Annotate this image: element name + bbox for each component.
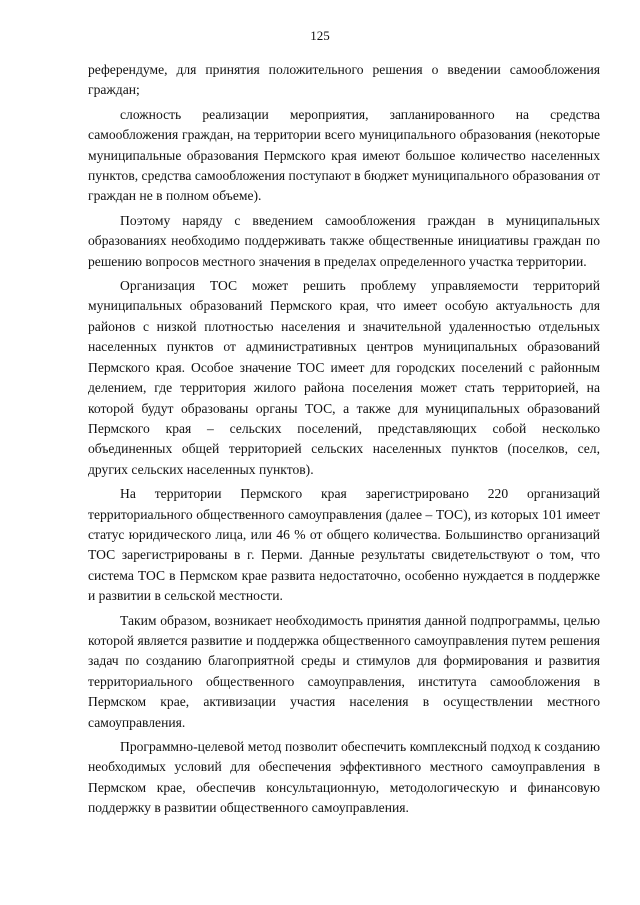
paragraph-tos-statistics: На территории Пермского края зарегистрировано 220 организаций территориального общественного самоуправления (далее – ТОС), из которых 101 имеет статус юридического лица, или 46 % от общего количества. Большинство организаций ТОС зарегистрированы в г. Перми. Данные результаты свидетельствуют о том, что система ТОС в Пермском крае развита недостаточно, особенно нуждается в поддержке и развитии в сельской местности. (88, 486, 600, 604)
page-number: 125 (310, 28, 330, 43)
paragraph-initiatives: Поэтому наряду с введением самообложения граждан в муниципальных образованиях необходимо поддерживать также общественные инициативы граждан по решению вопросов местного значения в пределах определенного участка территории. (88, 212, 600, 269)
paragraph-complexity: сложность реализации мероприятия, запланированного на средства самообложения граждан, на территории всего муниципального образования (некоторые муниципальные образования Пермского края имеют большое количество населенных пунктов, средства самообложения поступают в бюджет муниципального образования от граждан не в полном объеме). (88, 106, 600, 204)
paragraph-program-method: Программно-целевой метод позволит обеспечить комплексный подход к созданию необходимых условий для обеспечения эффективного местного самоуправления в Пермском крае, обеспечив консультационную, методологическую и финансовую поддержку в развитии общественного самоуправления. (88, 739, 600, 816)
paragraph-continuation: референдуме, для принятия положительного решения о введении самообложения граждан; (88, 62, 600, 98)
paragraph-tos-organization: Организация ТОС может решить проблему управляемости территорий муниципальных образований Пермского края, что имеет особую актуальность для районов с низкой плотностью населения и значительной удаленностью отдельных населенных пунктов от административных центров муниципальных образований Пермского края. Особое значение ТОС имеет для городских поселений с районным делением, где территория жилого района поселения может стать территорией, на которой будут образованы органы ТОС, а также для муниципальных образований Пермского края – сельских поселений, представляющих собой несколько объединенных общей территорией сельских населенных пунктов (поселков, сел, других сельских населенных пунктов). (88, 278, 600, 477)
document-body (88, 60, 600, 819)
paragraph-subprogram-need: Таким образом, возникает необходимость принятия данной подпрограммы, целью которой является развитие и поддержка общественного самоуправления путем решения задач по созданию благоприятной среды и стимулов для формирования и развития территориального общественного самоуправления, института самообложения в Пермском крае, активизации участия населения в осуществлении местного самоуправления. (88, 612, 600, 730)
